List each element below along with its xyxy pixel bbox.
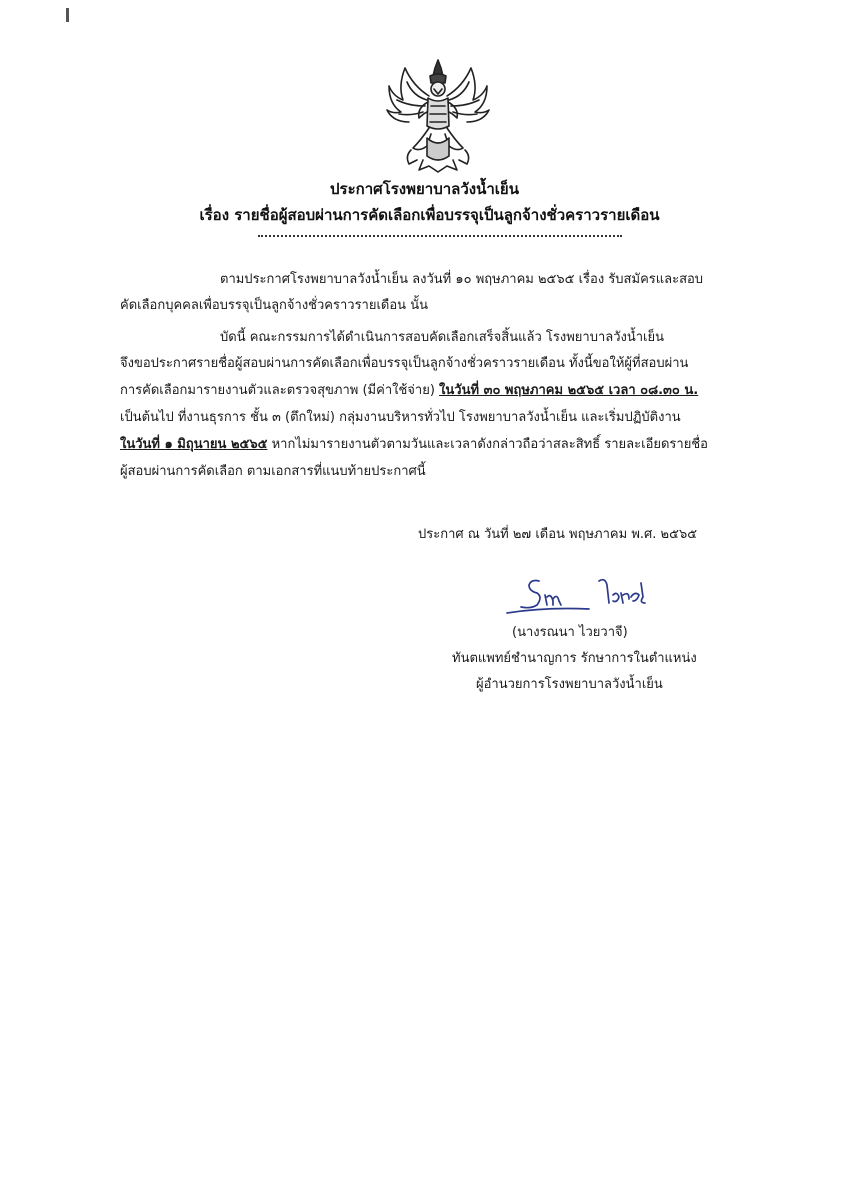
paragraph-1-line-2: คัดเลือกบุคคลเพื่อบรรจุเป็นลูกจ้างชั่วคราวรายเดือน นั้น bbox=[120, 298, 428, 313]
garuda-emblem-icon bbox=[383, 56, 493, 174]
scan-mark bbox=[66, 8, 69, 22]
report-date-highlight: ในวันที่ ๓๐ พฤษภาคม ๒๕๖๕ เวลา ๐๘.๓๐ น. bbox=[439, 383, 699, 398]
paragraph-2-line-4: เป็นต้นไป ที่งานธุรการ ชั้น ๓ (ตึกใหม่) กลุ่มงานบริหารทั่วไป โรงพยาบาลวังน้ำเย็น และเริ่มปฏิบัติงาน bbox=[120, 410, 681, 425]
signatory-name: (นางรณนา ไวยวาจี) bbox=[512, 625, 628, 640]
announcement-title: ประกาศโรงพยาบาลวังน้ำเย็น bbox=[330, 180, 519, 198]
paragraph-2-line-3-text: การคัดเลือกมารายงานตัวและตรวจสุขภาพ (มีค่าใช้จ่าย) bbox=[120, 383, 440, 398]
announcement-date: ประกาศ ณ วันที่ ๒๗ เดือน พฤษภาคม พ.ศ. ๒๕๖๕ bbox=[418, 527, 698, 542]
signatory-organization: ผู้อำนวยการโรงพยาบาลวังน้ำเย็น bbox=[476, 677, 663, 692]
paragraph-2-line-5-text: หากไม่มารายงานตัวตามวันและเวลาดังกล่าวถือว่าสละสิทธิ์ รายละเอียดรายชื่อ bbox=[267, 437, 708, 452]
signatory-position: ทันตแพทย์ชำนาญการ รักษาการในตำแหน่ง bbox=[452, 651, 697, 666]
paragraph-2-line-2: จึงขอประกาศรายชื่อผู้สอบผ่านการคัดเลือกเพื่อบรรจุเป็นลูกจ้างชั่วคราวรายเดือน ทั้งนี้ขอให้ผู้ที่สอบผ่าน bbox=[120, 356, 689, 371]
start-date-highlight: ในวันที่ ๑ มิถุนายน ๒๕๖๕ bbox=[120, 437, 268, 452]
dotted-divider bbox=[258, 235, 622, 237]
handwritten-signature bbox=[505, 573, 665, 621]
paragraph-1-line-1: ตามประกาศโรงพยาบาลวังน้ำเย็น ลงวันที่ ๑๐ พฤษภาคม ๒๕๖๕ เรื่อง รับสมัครและสอบ bbox=[220, 272, 704, 287]
paragraph-2-line-5 bbox=[120, 436, 764, 454]
paragraph-2-line-3 bbox=[120, 382, 764, 400]
paragraph-2-line-6: ผู้สอบผ่านการคัดเลือก ตามเอกสารที่แนบท้ายประกาศนี้ bbox=[120, 464, 426, 479]
paragraph-2-line-1: บัดนี้ คณะกรรมการได้ดำเนินการสอบคัดเลือกเสร็จสิ้นแล้ว โรงพยาบาลวังน้ำเย็น bbox=[220, 330, 664, 345]
announcement-subject: เรื่อง รายชื่อผู้สอบผ่านการคัดเลือกเพื่อบรรจุเป็นลูกจ้างชั่วคราวรายเดือน bbox=[199, 206, 660, 224]
